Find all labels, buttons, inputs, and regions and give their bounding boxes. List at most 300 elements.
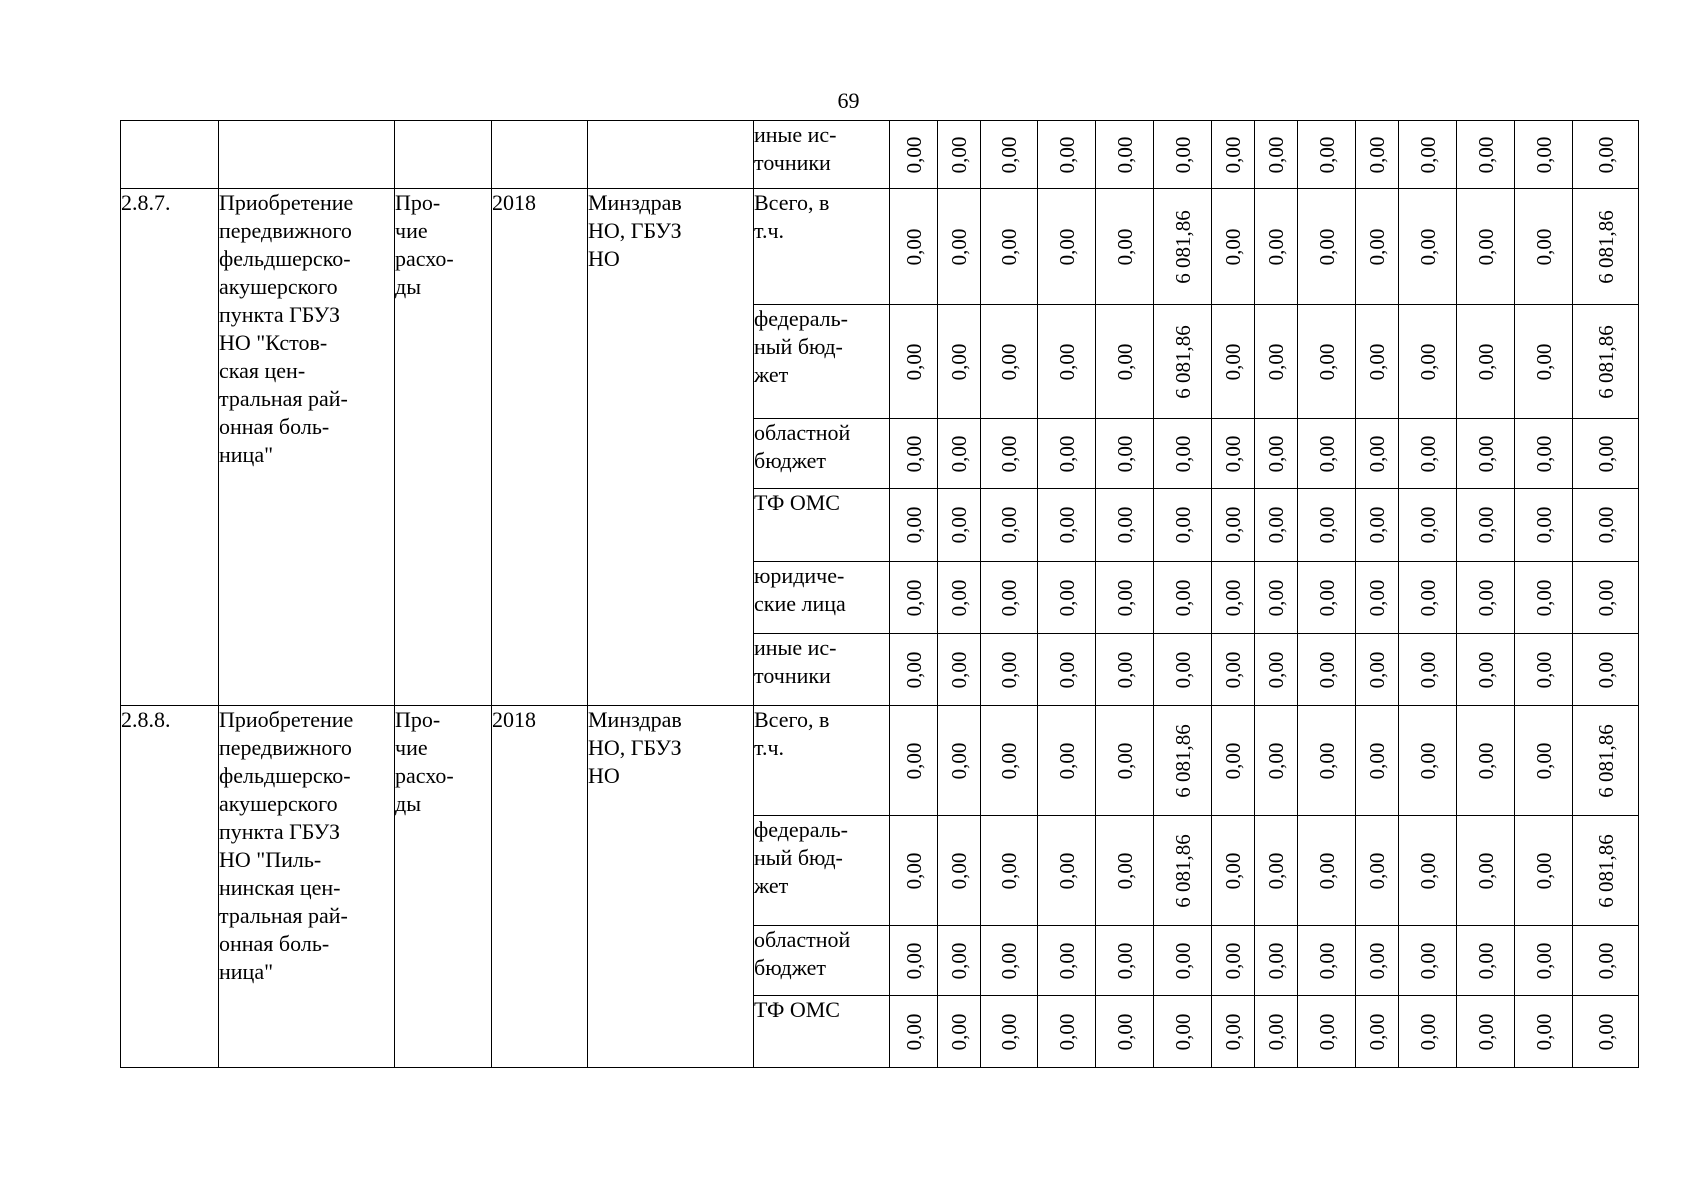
value-text: 0,00	[947, 136, 971, 173]
value-text: 0,00	[1112, 651, 1137, 688]
value-text: 0,00	[1314, 343, 1339, 380]
value-cell	[1298, 189, 1356, 305]
value-text: 0,00	[1365, 343, 1389, 380]
empty-cell	[121, 121, 219, 189]
value-cell	[1356, 996, 1399, 1068]
source-cell: Всего, в т.ч.	[754, 189, 890, 305]
value-cell	[1212, 305, 1255, 419]
value-text: 0,00	[1221, 942, 1245, 979]
value-text: 0,00	[1112, 506, 1137, 544]
funding-table	[120, 120, 1639, 1068]
value-text: 0,00	[1593, 579, 1618, 616]
value-cell	[1255, 996, 1298, 1068]
value-text: 0,00	[1531, 228, 1556, 265]
value-text: 0,00	[1314, 852, 1339, 889]
value-cell	[1573, 562, 1639, 634]
value-text: 0,00	[997, 1013, 1021, 1050]
value-text: 0,00	[1221, 651, 1245, 688]
value-cell	[1096, 489, 1154, 562]
value-cell	[1573, 121, 1639, 189]
value-text: 0,00	[1054, 852, 1079, 889]
value-cell	[1573, 706, 1639, 816]
value-cell	[890, 419, 938, 489]
expense-type-cell: Про- чие расхо- ды	[395, 189, 492, 706]
value-cell	[1356, 706, 1399, 816]
value-cell	[1096, 419, 1154, 489]
source-cell: иные ис- точники	[754, 634, 890, 706]
value-text: 0,00	[1221, 136, 1245, 173]
value-text: 0,00	[1365, 942, 1389, 979]
value-text: 0,00	[1112, 942, 1137, 979]
value-text: 0,00	[1170, 942, 1195, 979]
value-cell	[938, 189, 981, 305]
value-cell	[1255, 305, 1298, 419]
value-text: 0,00	[901, 742, 926, 779]
value-text: 0,00	[1112, 343, 1137, 380]
value-cell	[1457, 419, 1515, 489]
value-text: 0,00	[1170, 579, 1195, 616]
value-cell	[1298, 816, 1356, 926]
value-text: 0,00	[997, 742, 1021, 779]
value-cell	[938, 562, 981, 634]
value-cell	[1038, 189, 1096, 305]
value-text: 0,00	[997, 228, 1021, 265]
source-cell: Всего, в т.ч.	[754, 706, 890, 816]
value-text: 0,00	[1054, 579, 1079, 616]
value-text: 0,00	[1415, 136, 1440, 173]
value-cell	[890, 305, 938, 419]
value-text: 0,00	[1593, 651, 1618, 688]
value-text: 0,00	[1415, 506, 1440, 544]
value-text: 0,00	[901, 435, 926, 472]
value-cell	[1515, 926, 1573, 996]
value-text: 6 081,86	[1170, 723, 1195, 798]
value-text: 0,00	[1170, 1013, 1195, 1050]
value-text: 0,00	[1531, 651, 1556, 688]
item-number-cell: 2.8.7.	[121, 189, 219, 706]
value-cell	[1038, 816, 1096, 926]
value-cell	[1298, 121, 1356, 189]
value-text: 0,00	[1473, 942, 1498, 979]
value-text: 0,00	[1112, 742, 1137, 779]
value-text: 0,00	[1112, 1013, 1137, 1050]
value-text: 0,00	[1415, 579, 1440, 616]
value-cell	[1457, 706, 1515, 816]
value-cell	[1154, 419, 1212, 489]
value-text: 0,00	[1264, 651, 1288, 688]
value-cell	[1573, 189, 1639, 305]
value-text: 6 081,86	[1170, 209, 1195, 284]
value-text: 0,00	[901, 579, 926, 616]
value-text: 0,00	[1314, 651, 1339, 688]
value-cell	[1154, 121, 1212, 189]
value-cell	[1154, 634, 1212, 706]
value-text: 0,00	[1593, 136, 1618, 173]
value-text: 0,00	[1112, 435, 1137, 472]
value-cell	[1212, 189, 1255, 305]
value-cell	[938, 121, 981, 189]
value-cell	[890, 189, 938, 305]
value-cell	[1356, 926, 1399, 996]
value-cell	[1399, 419, 1457, 489]
value-cell	[890, 562, 938, 634]
value-text: 0,00	[1170, 136, 1195, 173]
value-text: 0,00	[947, 435, 971, 472]
value-text: 0,00	[997, 343, 1021, 380]
value-cell	[1356, 121, 1399, 189]
value-cell	[938, 419, 981, 489]
value-cell	[1096, 996, 1154, 1068]
value-text: 0,00	[901, 506, 926, 544]
value-cell	[1154, 996, 1212, 1068]
source-cell: ТФ ОМС	[754, 996, 890, 1068]
value-text: 0,00	[901, 228, 926, 265]
empty-cell	[219, 121, 395, 189]
value-cell	[1255, 189, 1298, 305]
value-cell	[938, 926, 981, 996]
value-text: 0,00	[1112, 579, 1137, 616]
value-text: 0,00	[1473, 343, 1498, 380]
value-text: 0,00	[1264, 136, 1288, 173]
value-cell	[1255, 121, 1298, 189]
value-text: 0,00	[1314, 1013, 1339, 1050]
value-cell	[981, 489, 1038, 562]
value-cell	[1038, 926, 1096, 996]
value-text: 0,00	[1531, 942, 1556, 979]
value-cell	[1212, 706, 1255, 816]
value-text: 0,00	[1170, 651, 1195, 688]
value-text: 0,00	[1170, 506, 1195, 544]
value-cell	[1255, 926, 1298, 996]
value-text: 0,00	[901, 651, 926, 688]
value-cell	[1255, 706, 1298, 816]
value-text: 0,00	[1054, 1013, 1079, 1050]
value-text: 6 081,86	[1593, 209, 1618, 284]
value-text: 0,00	[1221, 852, 1245, 889]
source-cell: иные ис- точники	[754, 121, 890, 189]
value-text: 0,00	[1365, 1013, 1389, 1050]
value-cell	[1298, 634, 1356, 706]
value-text: 0,00	[1473, 228, 1498, 265]
value-text: 0,00	[997, 579, 1021, 616]
value-cell	[1212, 419, 1255, 489]
value-text: 0,00	[1170, 435, 1195, 472]
value-cell	[1457, 489, 1515, 562]
value-text: 0,00	[1264, 942, 1288, 979]
value-cell	[1515, 634, 1573, 706]
value-cell	[981, 634, 1038, 706]
value-cell	[1255, 634, 1298, 706]
value-cell	[938, 816, 981, 926]
value-cell	[1038, 489, 1096, 562]
value-text: 0,00	[1531, 1013, 1556, 1050]
value-text: 0,00	[1593, 435, 1618, 472]
value-cell	[1457, 996, 1515, 1068]
value-cell	[1212, 634, 1255, 706]
value-cell	[981, 419, 1038, 489]
value-cell	[1298, 305, 1356, 419]
value-text: 0,00	[1473, 852, 1498, 889]
value-text: 0,00	[1473, 136, 1498, 173]
value-cell	[1212, 996, 1255, 1068]
value-cell	[981, 706, 1038, 816]
value-text: 0,00	[1415, 852, 1440, 889]
value-text: 0,00	[947, 852, 971, 889]
value-cell	[1457, 189, 1515, 305]
value-text: 0,00	[1531, 343, 1556, 380]
value-cell	[1573, 419, 1639, 489]
value-text: 0,00	[1365, 228, 1389, 265]
value-cell	[1515, 996, 1573, 1068]
value-text: 0,00	[947, 506, 971, 544]
value-cell	[1096, 926, 1154, 996]
value-text: 0,00	[1365, 506, 1389, 544]
source-cell: федераль- ный бюд- жет	[754, 305, 890, 419]
value-text: 0,00	[1473, 651, 1498, 688]
value-cell	[981, 305, 1038, 419]
value-text: 0,00	[1264, 228, 1288, 265]
value-text: 0,00	[997, 852, 1021, 889]
value-cell	[1457, 634, 1515, 706]
value-cell	[1212, 926, 1255, 996]
value-cell	[938, 706, 981, 816]
value-text: 0,00	[1593, 506, 1618, 544]
table-row	[121, 706, 1639, 816]
year-cell: 2018	[492, 189, 588, 706]
value-cell	[1255, 816, 1298, 926]
value-text: 0,00	[947, 651, 971, 688]
value-text: 0,00	[997, 506, 1021, 544]
value-cell	[1573, 489, 1639, 562]
value-text: 0,00	[1314, 136, 1339, 173]
value-text: 0,00	[997, 942, 1021, 979]
value-cell	[1038, 305, 1096, 419]
value-cell	[1356, 489, 1399, 562]
value-text: 0,00	[947, 343, 971, 380]
value-text: 0,00	[1415, 435, 1440, 472]
value-text: 0,00	[1054, 942, 1079, 979]
executor-cell: Минздрав НО, ГБУЗ НО	[588, 706, 754, 1068]
item-number-cell: 2.8.8.	[121, 706, 219, 1068]
value-text: 0,00	[1365, 435, 1389, 472]
value-text: 0,00	[1314, 228, 1339, 265]
value-cell	[1096, 189, 1154, 305]
value-text: 0,00	[1415, 343, 1440, 380]
value-cell	[1356, 562, 1399, 634]
value-text: 0,00	[1054, 506, 1079, 544]
value-text: 0,00	[1531, 579, 1556, 616]
value-text: 0,00	[1531, 435, 1556, 472]
value-cell	[938, 489, 981, 562]
value-text: 0,00	[1365, 136, 1389, 173]
value-cell	[1038, 706, 1096, 816]
value-cell	[1515, 562, 1573, 634]
value-cell	[1399, 816, 1457, 926]
value-cell	[1515, 189, 1573, 305]
value-text: 0,00	[1054, 435, 1079, 472]
value-cell	[981, 189, 1038, 305]
value-cell	[1399, 189, 1457, 305]
page-number: 69	[837, 88, 860, 113]
value-text: 0,00	[1314, 506, 1339, 544]
value-text: 0,00	[1365, 579, 1389, 616]
value-text: 0,00	[1415, 228, 1440, 265]
value-cell	[981, 121, 1038, 189]
value-cell	[1457, 926, 1515, 996]
value-text: 0,00	[901, 852, 926, 889]
value-cell	[938, 996, 981, 1068]
item-name-cell: Приобретение передвижного фельдшерско- акушерского пункта ГБУЗ НО "Пиль- нинская цен- тральная рай- онная боль- ница"	[219, 706, 395, 1068]
value-cell	[890, 996, 938, 1068]
value-cell	[1212, 562, 1255, 634]
table-row	[121, 189, 1639, 305]
value-text: 0,00	[1314, 435, 1339, 472]
value-text: 0,00	[901, 343, 926, 380]
value-cell	[938, 634, 981, 706]
value-text: 0,00	[1473, 742, 1498, 779]
value-cell	[1212, 816, 1255, 926]
source-cell: юридиче- ские лица	[754, 562, 890, 634]
value-cell	[1399, 562, 1457, 634]
value-text: 0,00	[1593, 1013, 1618, 1050]
value-cell	[1515, 305, 1573, 419]
source-cell: областной бюджет	[754, 926, 890, 996]
value-cell	[1096, 706, 1154, 816]
value-text: 0,00	[1531, 136, 1556, 173]
value-cell	[890, 121, 938, 189]
value-cell	[1038, 634, 1096, 706]
value-text: 0,00	[1054, 228, 1079, 265]
empty-cell	[492, 121, 588, 189]
value-text: 0,00	[1264, 506, 1288, 544]
value-cell	[1154, 489, 1212, 562]
value-cell	[1457, 305, 1515, 419]
value-text: 0,00	[1264, 435, 1288, 472]
value-text: 0,00	[1221, 742, 1245, 779]
value-text: 0,00	[1314, 942, 1339, 979]
value-cell	[1038, 121, 1096, 189]
value-text: 0,00	[1221, 579, 1245, 616]
value-text: 0,00	[1415, 742, 1440, 779]
value-text: 0,00	[1112, 852, 1137, 889]
value-cell	[1573, 305, 1639, 419]
value-text: 0,00	[1365, 852, 1389, 889]
value-cell	[1096, 634, 1154, 706]
value-text: 0,00	[947, 228, 971, 265]
executor-cell: Минздрав НО, ГБУЗ НО	[588, 189, 754, 706]
item-name-cell: Приобретение передвижного фельдшерско- акушерского пункта ГБУЗ НО "Кстов- ская цен- тральная рай- онная боль- ница"	[219, 189, 395, 706]
value-cell	[1356, 419, 1399, 489]
value-text: 0,00	[1264, 742, 1288, 779]
value-cell	[981, 926, 1038, 996]
value-cell	[1399, 996, 1457, 1068]
value-text: 0,00	[1365, 651, 1389, 688]
value-cell	[981, 562, 1038, 634]
value-text: 0,00	[947, 1013, 971, 1050]
value-text: 0,00	[1264, 1013, 1288, 1050]
value-text: 6 081,86	[1593, 324, 1618, 399]
value-cell	[1515, 419, 1573, 489]
value-cell	[1457, 816, 1515, 926]
value-text: 0,00	[1054, 651, 1079, 688]
value-text: 0,00	[1531, 742, 1556, 779]
value-cell	[1212, 121, 1255, 189]
value-text: 0,00	[1054, 343, 1079, 380]
value-text: 0,00	[947, 742, 971, 779]
value-cell	[1096, 121, 1154, 189]
value-cell	[890, 489, 938, 562]
value-text: 6 081,86	[1593, 723, 1618, 798]
value-text: 0,00	[1365, 742, 1389, 779]
value-cell	[1298, 562, 1356, 634]
expense-type-cell: Про- чие расхо- ды	[395, 706, 492, 1068]
value-cell	[1356, 189, 1399, 305]
value-cell	[1154, 706, 1212, 816]
value-text: 0,00	[947, 942, 971, 979]
value-cell	[1255, 489, 1298, 562]
value-text: 6 081,86	[1170, 833, 1195, 908]
value-cell	[1399, 121, 1457, 189]
value-text: 0,00	[1221, 1013, 1245, 1050]
source-cell: ТФ ОМС	[754, 489, 890, 562]
value-cell	[890, 706, 938, 816]
value-cell	[1573, 996, 1639, 1068]
value-cell	[1298, 489, 1356, 562]
value-cell	[1298, 419, 1356, 489]
value-cell	[1154, 926, 1212, 996]
value-cell	[890, 634, 938, 706]
value-text: 0,00	[1054, 136, 1079, 173]
source-cell: федераль- ный бюд- жет	[754, 816, 890, 926]
value-cell	[1154, 562, 1212, 634]
value-text: 0,00	[1264, 852, 1288, 889]
value-text: 0,00	[1221, 506, 1245, 544]
value-text: 0,00	[1054, 742, 1079, 779]
value-cell	[1399, 489, 1457, 562]
value-cell	[1255, 419, 1298, 489]
value-cell	[1154, 816, 1212, 926]
value-text: 6 081,86	[1170, 324, 1195, 399]
table-row	[121, 121, 1639, 189]
value-cell	[1038, 996, 1096, 1068]
value-text: 0,00	[1415, 942, 1440, 979]
value-text: 0,00	[1221, 435, 1245, 472]
value-cell	[1399, 634, 1457, 706]
value-cell	[1399, 706, 1457, 816]
value-cell	[1298, 996, 1356, 1068]
value-cell	[1356, 305, 1399, 419]
value-cell	[981, 996, 1038, 1068]
value-text: 0,00	[901, 1013, 926, 1050]
value-cell	[1298, 706, 1356, 816]
value-text: 0,00	[1473, 506, 1498, 544]
value-cell	[1096, 305, 1154, 419]
value-text: 0,00	[997, 651, 1021, 688]
value-cell	[1399, 926, 1457, 996]
value-text: 0,00	[1264, 579, 1288, 616]
value-cell	[1515, 489, 1573, 562]
value-text: 0,00	[1112, 228, 1137, 265]
value-cell	[1573, 816, 1639, 926]
value-cell	[1154, 189, 1212, 305]
value-cell	[981, 816, 1038, 926]
value-text: 0,00	[1531, 506, 1556, 544]
value-text: 0,00	[901, 942, 926, 979]
value-cell	[1096, 816, 1154, 926]
year-cell: 2018	[492, 706, 588, 1068]
value-text: 0,00	[997, 136, 1021, 173]
value-cell	[1399, 305, 1457, 419]
